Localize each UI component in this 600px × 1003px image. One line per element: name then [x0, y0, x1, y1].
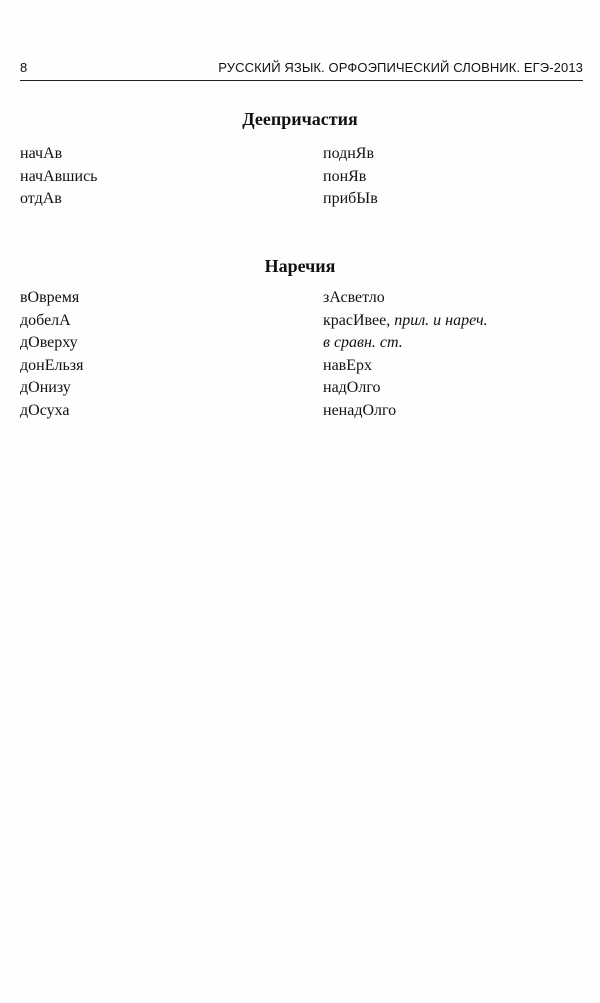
word-entry: донЕльзя — [20, 356, 84, 374]
word-entry-continuation — [323, 332, 488, 355]
page-number: 8 — [20, 60, 28, 75]
word-entry — [323, 287, 488, 310]
header-title: РУССКИЙ ЯЗЫК. ОРФОЭПИЧЕСКИЙ СЛОВНИК. ЕГЭ-2013 — [218, 60, 583, 75]
word-entry: поднЯв — [323, 145, 375, 162]
word: красИвее, — [323, 311, 391, 329]
grammar-note: в сравн. ст. — [323, 334, 403, 351]
running-header — [20, 58, 583, 80]
word-entry: дОнизу — [20, 379, 71, 396]
word: ненадОлго — [323, 401, 397, 419]
word-entry: понЯв — [323, 167, 367, 185]
word-entry: вОвремя — [20, 289, 80, 306]
word-entry — [323, 310, 488, 333]
gerunds-right-column — [323, 143, 378, 211]
word-entry: прибЫв — [323, 190, 378, 207]
word-entry — [323, 377, 488, 400]
word-entry: начАвшись — [20, 167, 98, 185]
word: надОлго — [323, 379, 381, 396]
word-entry: начАв — [20, 145, 63, 162]
gerunds-left-column — [20, 143, 97, 211]
word-entry: отдАв — [20, 190, 62, 207]
grammar-note: прил. и нареч. — [394, 311, 488, 329]
word: зАсветло — [323, 289, 385, 306]
word-entry: дОверху — [20, 334, 78, 351]
word-entry — [323, 400, 488, 423]
adverbs-left-column — [20, 287, 83, 422]
adverbs-right-column — [323, 287, 488, 422]
word: навЕрх — [323, 356, 372, 374]
word-entry: добелА — [20, 311, 71, 329]
section-heading-gerunds: Деепричастия — [242, 109, 358, 129]
section-heading-adverbs: Наречия — [264, 256, 336, 276]
word-entry — [323, 355, 488, 378]
header-divider — [20, 80, 583, 81]
word-entry: дОсуха — [20, 401, 70, 419]
